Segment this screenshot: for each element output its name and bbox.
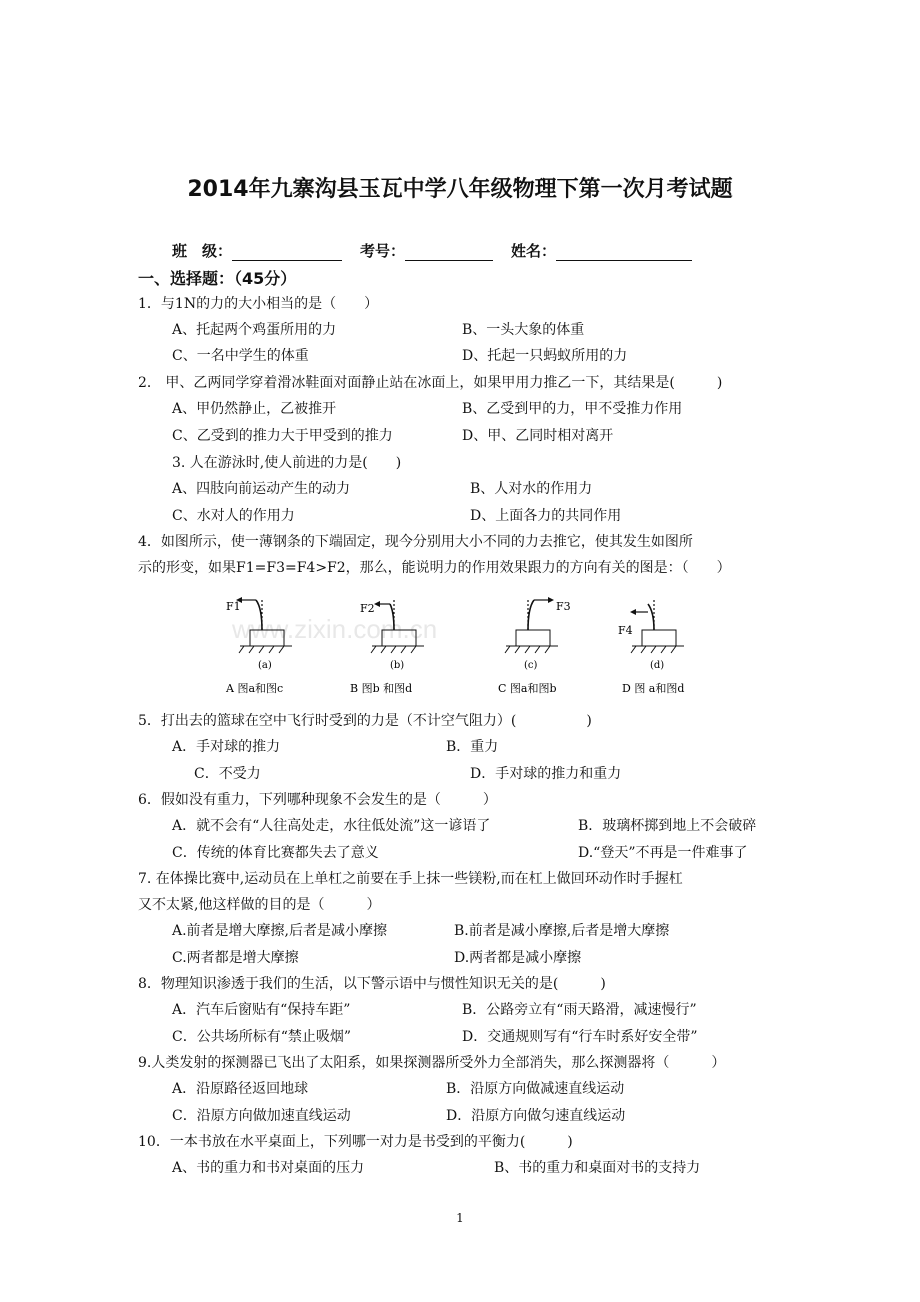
question-9-option-d: D．沿原方向做匀速直线运动	[446, 1108, 626, 1124]
question-7-option-d: D.两者都是减小摩擦	[454, 950, 582, 966]
exam-title: 2014年九寨沟县玉瓦中学八年级物理下第一次月考试题	[187, 177, 733, 202]
question-4-option-a: A 图a和图c	[226, 682, 284, 695]
name-label: 姓名：	[511, 242, 557, 260]
question-7-option-a: A.前者是增大摩擦,后者是减小摩擦	[172, 923, 388, 939]
sub-label-c: (c)	[524, 660, 538, 671]
class-label: 班 级：	[172, 242, 233, 260]
sub-label-a: (a)	[258, 660, 272, 671]
number-field[interactable]	[405, 244, 493, 261]
steel-strip-figure	[222, 590, 702, 702]
watermark-text: www.zixin.com.cn	[232, 614, 438, 644]
question-5-stem: 5．打出去的篮球在空中飞行时受到的力是（不计空气阻力）( )	[138, 713, 592, 729]
number-label: 考号：	[360, 242, 406, 260]
question-6-option-d: D.“登天”不再是一件难事了	[578, 845, 748, 861]
force-label-f4: F4	[618, 624, 633, 637]
question-3-option-c: C、水对人的作用力	[172, 508, 295, 524]
section-heading: 一、选择题：（45分）	[138, 269, 297, 288]
question-7-stem-line1: 7. 在体操比赛中,运动员在上单杠之前要在手上抹一些镁粉,而在杠上做回环动作时手握杠	[138, 871, 683, 887]
question-2-option-a: A、甲仍然静止，乙被推开	[172, 401, 337, 417]
question-9-option-a: A．沿原路径返回地球	[172, 1081, 309, 1097]
figure-c	[505, 597, 571, 671]
question-7-option-c: C.两者都是增大摩擦	[172, 950, 299, 966]
force-label-f1: F1	[226, 600, 241, 613]
question-5-option-d: D．手对球的推力和重力	[470, 766, 622, 782]
question-8-option-b: B．公路旁立有“雨天路滑，减速慢行”	[462, 1002, 697, 1018]
question-9-option-b: B．沿原方向做减速直线运动	[446, 1081, 625, 1097]
question-1-option-d: D、托起一只蚂蚁所用的力	[462, 348, 628, 364]
page-number: 1	[456, 1211, 464, 1225]
question-10-option-b: B、书的重力和桌面对书的支持力	[494, 1160, 701, 1176]
student-info-row	[172, 240, 692, 261]
question-1-option-a: A、托起两个鸡蛋所用的力	[172, 322, 337, 338]
sub-label-d: (d)	[650, 660, 665, 671]
question-3-option-a: A、四肢向前运动产生的动力	[172, 481, 351, 497]
question-3-stem: 3. 人在游泳时,使人前进的力是( )	[172, 455, 402, 471]
force-label-f3: F3	[556, 600, 571, 613]
question-2-option-b: B、乙受到甲的力，甲不受推力作用	[462, 401, 683, 417]
question-5-option-c: C．不受力	[194, 766, 261, 782]
name-field[interactable]	[556, 244, 692, 261]
question-4-option-b: B 图b 和图d	[350, 682, 413, 695]
question-1-option-c: C、一名中学生的体重	[172, 348, 309, 364]
question-4-stem-line1: 4．如图所示，使一薄钢条的下端固定，现今分别用大小不同的力去推它，使其发生如图所	[138, 534, 693, 550]
question-2-option-c: C、乙受到的推力大于甲受到的推力	[172, 428, 393, 444]
question-5-option-a: A．手对球的推力	[172, 739, 281, 755]
question-4-option-c: C 图a和图b	[498, 682, 557, 695]
question-7-option-b: B.前者是减小摩擦,后者是增大摩擦	[454, 923, 670, 939]
question-6-option-b: B．玻璃杯掷到地上不会破碎	[578, 818, 757, 834]
question-4-option-d: D 图 a和图d	[622, 682, 685, 695]
question-7-stem-line2: 又不太紧,他这样做的目的是（ ）	[138, 897, 381, 913]
question-4-stem-line2: 示的形变，如果F1=F3=F4>F2，那么，能说明力的作用效果跟力的方向有关的图是：（ ）	[138, 560, 731, 576]
question-1-stem: 1．与1N的力的大小相当的是（ ）	[138, 296, 379, 312]
sub-label-b: (b)	[390, 660, 405, 671]
question-2-option-d: D、甲、乙同时相对离开	[462, 428, 614, 444]
question-6-option-c: C．传统的体育比赛都失去了意义	[172, 845, 379, 861]
question-1-option-b: B、一头大象的体重	[462, 322, 585, 338]
question-6-stem: 6．假如没有重力，下列哪种现象不会发生的是（ ）	[138, 792, 497, 808]
question-10-stem: 10．一本书放在水平桌面上，下列哪一对力是书受到的平衡力( )	[138, 1134, 573, 1150]
question-8-option-c: C．公共场所标有“禁止吸烟”	[172, 1029, 352, 1045]
question-6-option-a: A．就不会有“人往高处走，水往低处流”这一谚语了	[172, 818, 491, 834]
question-8-option-d: D．交通规则写有“行车时系好安全带”	[462, 1029, 698, 1045]
question-9-option-c: C．沿原方向做加速直线运动	[172, 1108, 351, 1124]
force-label-f2: F2	[360, 602, 375, 615]
figure-d	[618, 600, 684, 671]
class-field[interactable]	[232, 244, 342, 261]
question-8-option-a: A．汽车后窗贴有“保持车距”	[172, 1002, 351, 1018]
question-5-option-b: B．重力	[446, 739, 499, 755]
question-8-stem: 8．物理知识渗透于我们的生活，以下警示语中与惯性知识无关的是( )	[138, 976, 606, 992]
question-9-stem: 9.人类发射的探测器已飞出了太阳系，如果探测器所受外力全部消失，那么探测器将（ ）	[138, 1055, 726, 1071]
question-2-stem: 2． 甲、乙两同学穿着滑冰鞋面对面静止站在冰面上，如果甲用力推乙一下，其结果是( )	[138, 375, 723, 391]
question-3-option-d: D、上面各力的共同作用	[470, 508, 622, 524]
question-10-option-a: A、书的重力和书对桌面的压力	[172, 1160, 365, 1176]
question-3-option-b: B、人对水的作用力	[470, 481, 593, 497]
